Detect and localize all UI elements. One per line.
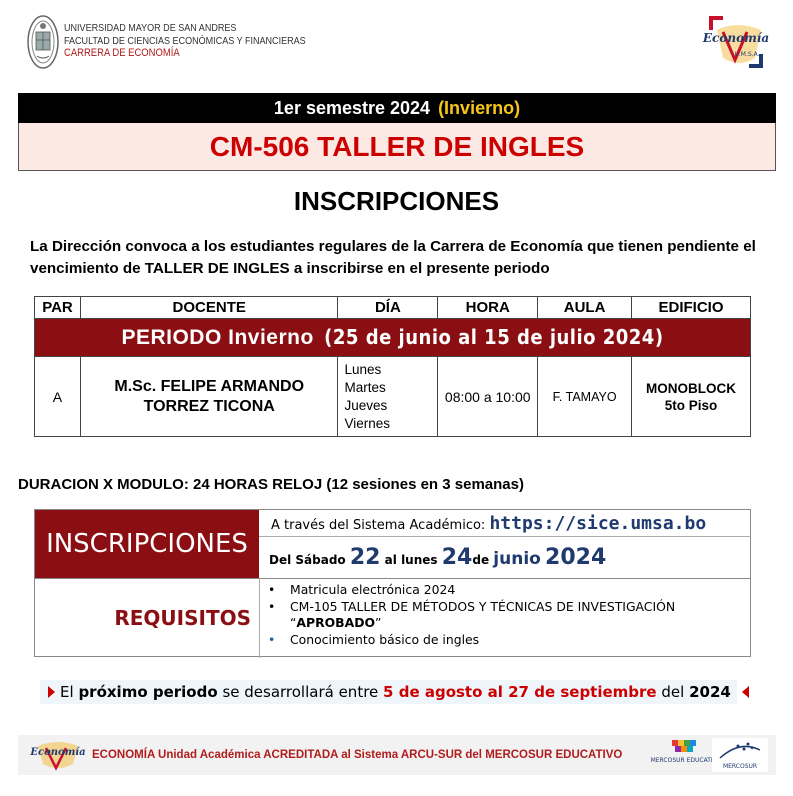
- from-label: Del Sábado: [269, 553, 346, 567]
- sice-link[interactable]: https://sice.umsa.bo: [489, 513, 707, 534]
- merco-edu-label: MERCOSUR EDUCATIVO: [650, 757, 722, 764]
- day-item: Lunes: [344, 361, 382, 377]
- footer-logo-wordmark: Economía: [30, 747, 86, 758]
- to-label: lunes: [401, 553, 438, 567]
- logo-sub: U.M.S.A.: [734, 51, 760, 58]
- req2-line2: [290, 615, 751, 632]
- day-item: Viernes: [344, 415, 390, 431]
- edificio-line2: 5to Piso: [664, 397, 718, 413]
- table-header-row: [35, 297, 751, 319]
- logo-wordmark: Economía: [702, 31, 770, 45]
- triangle-right-icon: [48, 686, 55, 698]
- quote-close: ”: [375, 615, 382, 630]
- header: [24, 12, 769, 72]
- via-row: [259, 510, 751, 537]
- intro-paragraph: La Dirección convoca a los estudiantes regulares de la Carrera de Economía que tienen pendiente el vencimiento de TALLER DE INGLES a inscribirse en el presente periodo: [30, 238, 756, 277]
- career-name: CARRERA DE ECONOMÍA: [64, 47, 180, 59]
- cell-edificio: [632, 357, 751, 437]
- header-docente: DOCENTE: [80, 297, 338, 319]
- header-par: PAR: [35, 297, 81, 319]
- header-edificio: EDIFICIO: [632, 297, 751, 319]
- semester-label: 1er semestre 2024: [273, 98, 431, 118]
- np-text5: del: [661, 683, 685, 701]
- cell-docente: [80, 357, 338, 437]
- from-day: 22: [349, 545, 381, 570]
- month-text: junio: [493, 549, 541, 569]
- period-row: [35, 319, 751, 357]
- np-text3: se desarrollará entre: [222, 683, 379, 701]
- period-dates: (25 de junio al 15 de julio 2024): [324, 325, 664, 349]
- info-box: [34, 509, 751, 657]
- np-text1: El: [60, 683, 74, 701]
- day-item: Martes: [344, 379, 386, 395]
- period-label: PERIODO Invierno: [121, 326, 314, 349]
- np-text2: próximo periodo: [78, 683, 218, 701]
- footer: [18, 735, 776, 775]
- duration-text: DURACION X MODULO: 24 HORAS RELOJ (12 sesiones en 3 semanas): [18, 476, 524, 493]
- list-item: [290, 599, 751, 632]
- docente-line1: M.Sc. FELIPE ARMANDO: [114, 377, 305, 395]
- header-dia: DÍA: [338, 297, 438, 319]
- header-aula: AULA: [538, 297, 632, 319]
- university-seal-icon: [26, 14, 60, 70]
- edificio-line1: MONOBLOCK: [646, 380, 737, 396]
- dates-row: [259, 537, 751, 578]
- requisitos-row: [35, 578, 751, 657]
- economia-logo: [703, 12, 769, 72]
- cell-par: A: [35, 357, 81, 437]
- np-year: 2024: [689, 683, 731, 701]
- period-cell: [35, 319, 751, 357]
- list-item: • Matricula electrónica 2024: [290, 582, 751, 599]
- np-dates: 5 de agosto al 27 de septiembre: [383, 683, 657, 701]
- economia-footer-logo: [32, 738, 84, 772]
- requisitos-label: REQUISITOS: [114, 606, 251, 630]
- table-row: [35, 357, 751, 437]
- year-text: 2024: [545, 545, 607, 570]
- university-name: UNIVERSIDAD MAYOR DE SAN ANDRES: [64, 22, 237, 34]
- schedule-table: [34, 296, 751, 437]
- de-text: de: [472, 553, 490, 567]
- req2-line1: • CM-105 TALLER DE MÉTODOS Y TÉCNICAS DE INVESTIGACIÓN: [290, 598, 676, 614]
- list-item: • Conocimiento básico de ingles: [290, 632, 751, 649]
- header-hora: HORA: [438, 297, 538, 319]
- requisitos-list: [259, 579, 751, 658]
- quote-open: “: [290, 615, 297, 630]
- aprobado-text: APROBADO: [296, 615, 376, 630]
- cell-aula: F. TAMAYO: [538, 357, 632, 437]
- mercosur-logo: [712, 738, 768, 772]
- mercosur-educativo-logo: [650, 738, 722, 772]
- inscripciones-label: INSCRIPCIONES: [35, 510, 259, 578]
- course-title: CM-506 TALLER DE INGLES: [18, 123, 776, 171]
- footer-text: ECONOMÍA Unidad Académica ACREDITADA al Sistema ARCU-SUR del MERCOSUR EDUCATIVO: [92, 749, 623, 761]
- via-text: A través del Sistema Académico:: [271, 518, 486, 533]
- cell-dia: [338, 357, 438, 437]
- to-day: 24: [441, 545, 473, 570]
- faculty-name: FACULTAD DE CIENCIAS ECONÓMICAS Y FINANCIERAS: [64, 34, 306, 47]
- day-item: Jueves: [344, 397, 388, 413]
- semester-season: (Invierno): [438, 98, 521, 118]
- next-period-banner: [40, 680, 737, 704]
- triangle-left-icon: [742, 686, 749, 698]
- merco-label: MERCOSUR: [722, 763, 758, 770]
- docente-line2: TORREZ TICONA: [143, 397, 275, 415]
- page-title: INSCRIPCIONES: [293, 186, 500, 216]
- university-block: [64, 22, 306, 60]
- semester-bar: [18, 93, 776, 123]
- cell-hora: 08:00 a 10:00: [438, 357, 538, 437]
- al-text: al: [384, 553, 397, 567]
